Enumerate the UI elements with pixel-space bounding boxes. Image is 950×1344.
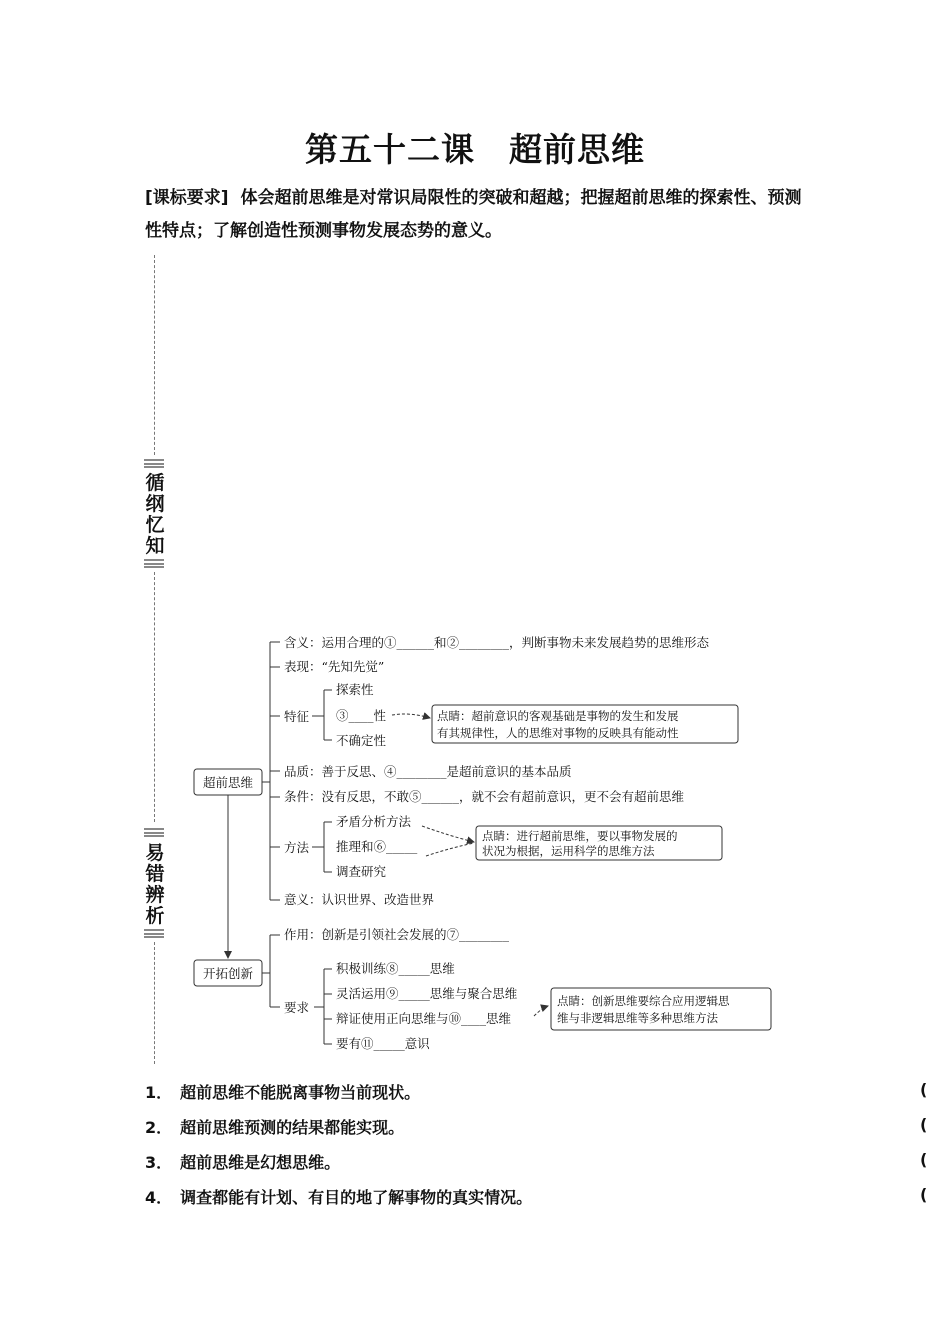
branch-require: 要求 — [284, 1000, 310, 1015]
question-text: 超前思维是幻想思维。 — [180, 1153, 341, 1172]
question-text: 超前思维不能脱离事物当前现状。 — [180, 1083, 421, 1102]
feature-item: 探索性 — [336, 682, 374, 697]
question-text: 调查都能有计划、有目的地了解事物的真实情况。 — [180, 1188, 533, 1207]
branch-significance: 意义：认识世界、改造世界 — [284, 892, 435, 907]
root-1-label: 超前思维 — [202, 775, 254, 790]
feature-item: 不确定性 — [336, 733, 387, 748]
branch-quality: 品质：善于反思、④________是超前意识的基本品质 — [284, 764, 572, 779]
answer-bracket[interactable]: ( — [920, 1150, 928, 1169]
method-item: 推理和⑥_____ — [336, 839, 418, 854]
note-text: 状况为根据，运用科学的思维方法 — [482, 844, 655, 858]
branch-feature: 特征 — [284, 709, 310, 724]
note-text: 点睛：超前意识的客观基础是事物的发生和发展 — [437, 709, 679, 723]
branch-role: 作用：创新是引领社会发展的⑦________ — [284, 927, 510, 942]
branch-expression: 表现：“先知先觉” — [284, 659, 385, 674]
answer-bracket[interactable]: ( — [920, 1115, 928, 1134]
note-text: 点睛：创新思维要综合应用逻辑思 — [557, 994, 730, 1008]
question-number: 1． — [145, 1083, 173, 1102]
requirement-text: 体会超前思维是对常识局限性的突破和超越；把握超前思维的探索性、预测性特点；了解创造性预测事物发展态势的意义。 — [145, 188, 802, 241]
method-item: 矛盾分析方法 — [336, 814, 412, 829]
require-item: 辩证使用正向思维与⑩____思维 — [336, 1011, 512, 1026]
page-title: 第五十二课 超前思维 — [305, 130, 645, 169]
note-text: 点睛：进行超前思维，要以事物发展的 — [482, 829, 678, 843]
answer-bracket[interactable]: ( — [920, 1080, 928, 1099]
question-item — [145, 1115, 404, 1138]
requirement-label: [课标要求] — [145, 188, 229, 208]
note-text: 维与非逻辑思维等多种思维方法 — [557, 1011, 718, 1025]
require-item: 积极训练⑧_____思维 — [336, 961, 455, 976]
question-text: 超前思维预测的结果都能实现。 — [180, 1118, 405, 1137]
answer-bracket[interactable]: ( — [920, 1185, 928, 1204]
question-number: 2． — [145, 1118, 173, 1137]
root-2-label: 开拓创新 — [202, 966, 254, 981]
question-number: 4． — [145, 1188, 173, 1207]
note-text: 有其规律性，人的思维对事物的反映具有能动性 — [437, 726, 679, 740]
require-item: 要有⑪_____意识 — [336, 1036, 430, 1051]
question-item — [145, 1080, 420, 1103]
branch-meaning: 含义：运用合理的①______和②________，判断事物未来发展趋势的思维形态 — [284, 635, 710, 650]
require-item: 灵活运用⑨_____思维与聚合思维 — [336, 986, 518, 1001]
section-label-errors: 易错辨析 — [145, 842, 165, 927]
question-item — [145, 1185, 532, 1208]
feature-item: ③____性 — [336, 708, 387, 723]
branch-condition: 条件：没有反思，不敢⑤______，就不会有超前意识，更不会有超前思维 — [284, 789, 685, 804]
question-item — [145, 1150, 340, 1173]
question-number: 3． — [145, 1153, 173, 1172]
branch-method: 方法 — [284, 840, 310, 855]
method-item: 调查研究 — [336, 864, 387, 879]
section-label-review: 循纲忆知 — [145, 472, 165, 557]
